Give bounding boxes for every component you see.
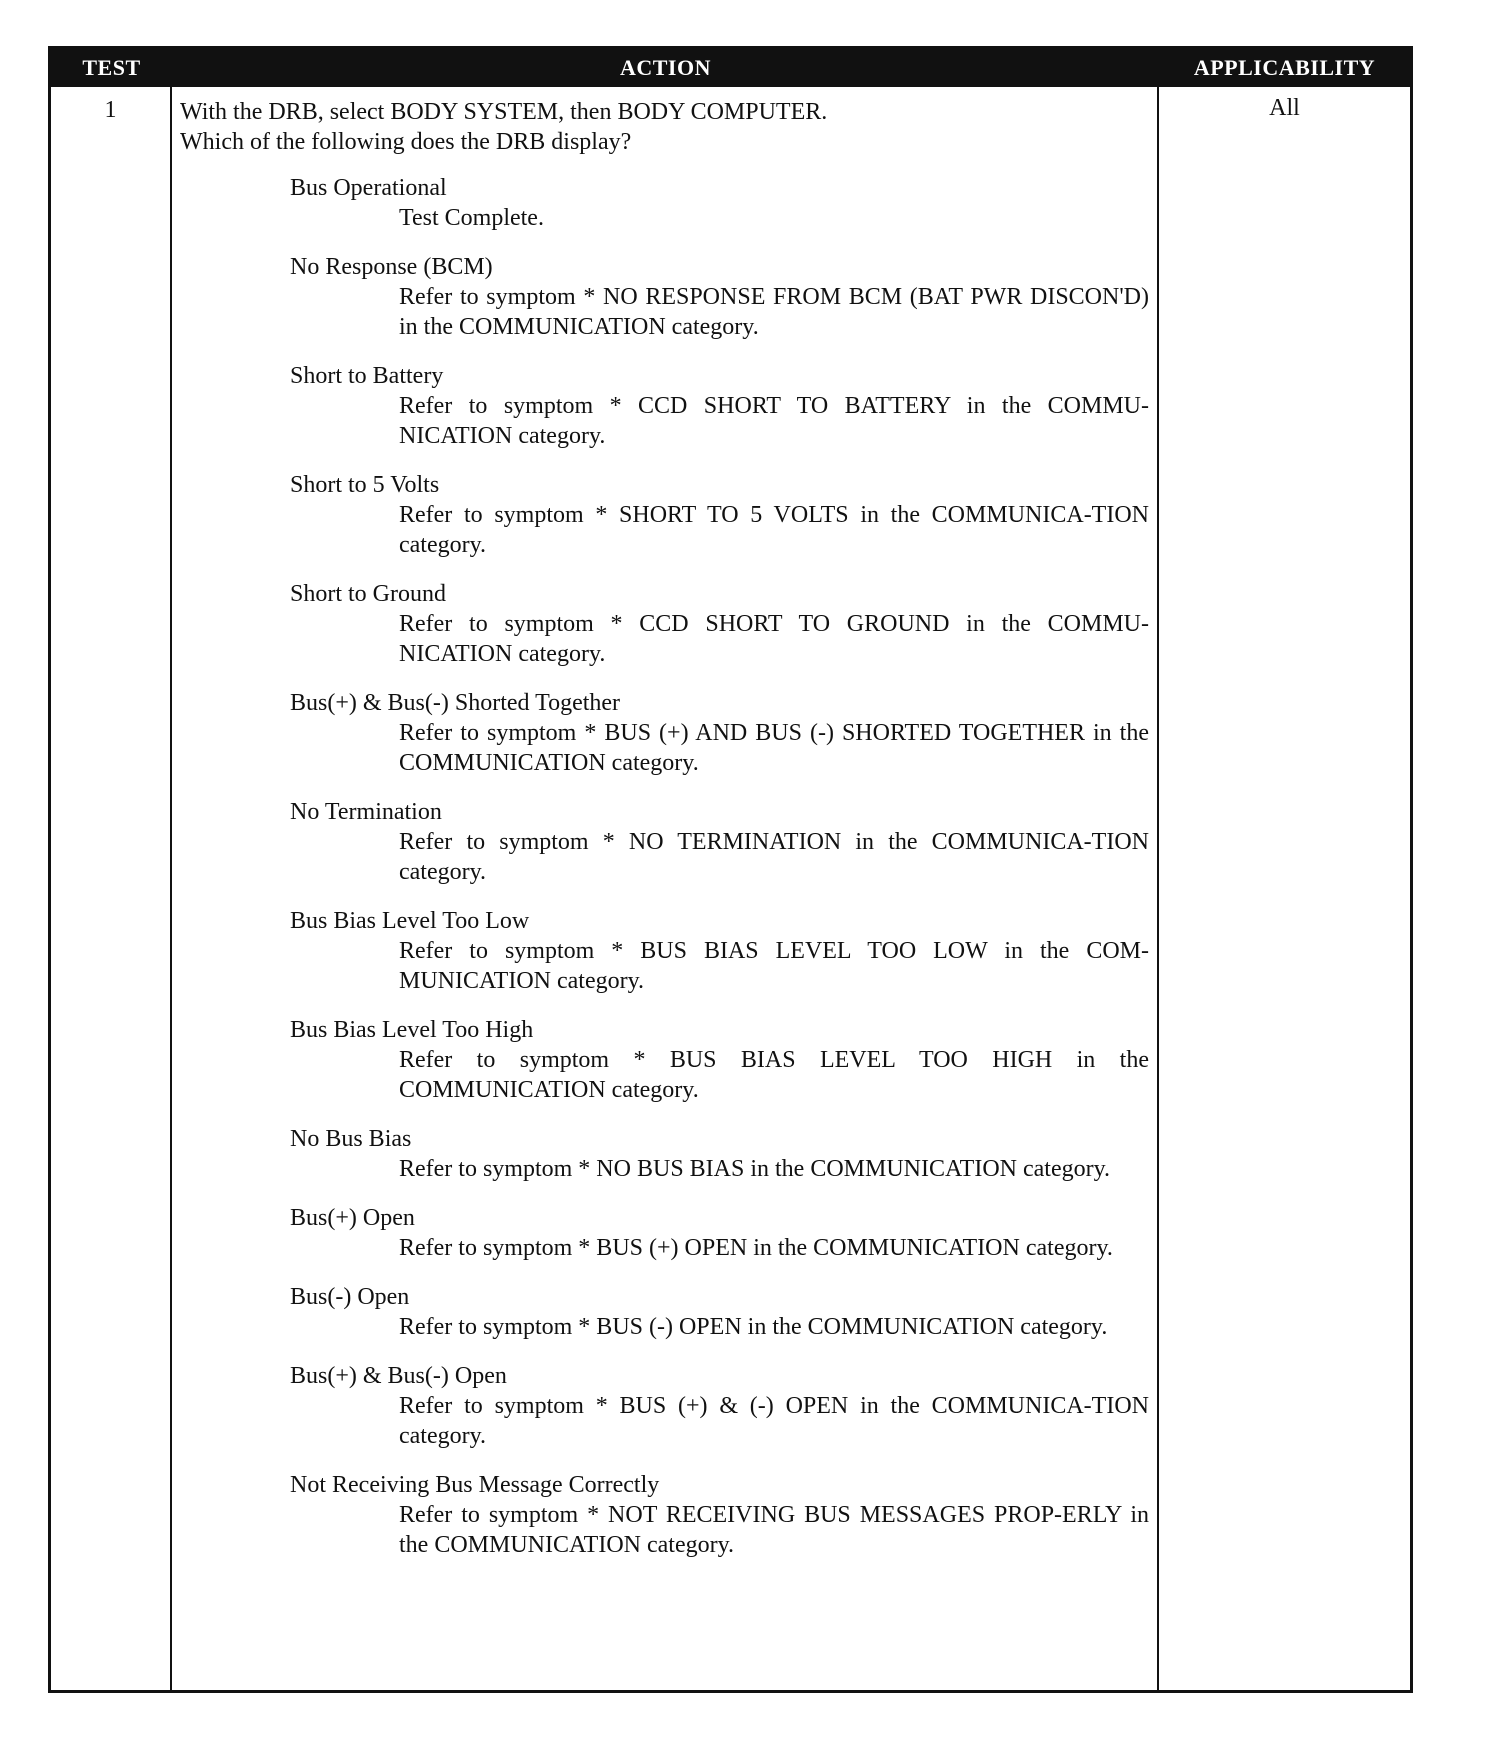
test-number: 1	[51, 87, 172, 1690]
list-item	[290, 906, 1149, 996]
option-label: Bus(+) & Bus(-) Open	[290, 1363, 507, 1389]
action-cell	[172, 87, 1159, 1690]
option-label: Short to Ground	[290, 581, 446, 607]
list-item	[290, 1470, 1149, 1560]
header-action: ACTION	[619, 55, 711, 80]
option-label: Bus(+) & Bus(-) Shorted Together	[290, 690, 621, 716]
option-result: Refer to symptom * NO BUS BIAS in the COMMUNICATION category.	[399, 1156, 1111, 1182]
option-label: Bus Bias Level Too High	[290, 1017, 534, 1043]
option-result: Refer to symptom * BUS (+) OPEN in the COMMUNICATION category.	[399, 1235, 1113, 1261]
option-result: Refer to symptom * BUS BIAS LEVEL TOO HIGH in the COMMUNICATION category.	[399, 1047, 1149, 1103]
option-result: Refer to symptom * SHORT TO 5 VOLTS in the COMMUNICA-TION category.	[399, 502, 1149, 558]
list-item	[290, 688, 1149, 778]
table-header-row	[51, 49, 1410, 87]
option-label: No Termination	[290, 799, 442, 825]
list-item	[290, 579, 1149, 669]
list-item	[290, 1124, 1149, 1184]
list-item	[290, 1282, 1149, 1342]
option-label: No Bus Bias	[290, 1126, 412, 1152]
intro-line-2: Which of the following does the DRB display?	[180, 129, 632, 155]
header-test: TEST	[82, 55, 141, 80]
option-label: Short to 5 Volts	[290, 472, 440, 498]
applicability-value: All	[1269, 95, 1300, 121]
option-label: Short to Battery	[290, 363, 444, 389]
option-result: Test Complete.	[399, 205, 544, 231]
option-label: Bus(+) Open	[290, 1205, 415, 1231]
option-result: Refer to symptom * BUS (-) OPEN in the COMMUNICATION category.	[399, 1314, 1108, 1340]
option-result: Refer to symptom * NOT RECEIVING BUS MESSAGES PROP-ERLY in the COMMUNICATION category.	[399, 1502, 1149, 1558]
option-result: Refer to symptom * BUS (+) AND BUS (-) SHORTED TOGETHER in the COMMUNICATION category.	[399, 720, 1149, 776]
list-item	[290, 470, 1149, 560]
option-label: Bus(-) Open	[290, 1284, 410, 1310]
list-item	[290, 173, 1149, 233]
list-item	[290, 252, 1149, 342]
options-list	[180, 173, 1149, 1560]
list-item	[290, 1203, 1149, 1263]
option-result: Refer to symptom * CCD SHORT TO GROUND in the COMMU-NICATION category.	[399, 611, 1149, 667]
action-intro	[180, 97, 1149, 157]
option-result: Refer to symptom * NO TERMINATION in the COMMUNICA-TION category.	[399, 829, 1149, 885]
list-item	[290, 361, 1149, 451]
list-item	[290, 797, 1149, 887]
option-label: Bus Bias Level Too Low	[290, 908, 530, 934]
option-result: Refer to symptom * BUS (+) & (-) OPEN in the COMMUNICA-TION category.	[399, 1393, 1149, 1449]
diagnostic-table	[48, 46, 1413, 1693]
option-label: No Response (BCM)	[290, 254, 493, 280]
option-result: Refer to symptom * CCD SHORT TO BATTERY in the COMMU-NICATION category.	[399, 393, 1149, 449]
option-result: Refer to symptom * NO RESPONSE FROM BCM (BAT PWR DISCON'D) in the COMMUNICATION category.	[399, 284, 1149, 340]
table-row	[51, 87, 1410, 1690]
option-label: Not Receiving Bus Message Correctly	[290, 1472, 660, 1498]
option-label: Bus Operational	[290, 175, 447, 201]
list-item	[290, 1361, 1149, 1451]
intro-line-1: With the DRB, select BODY SYSTEM, then BODY COMPUTER.	[180, 99, 828, 125]
header-applicability: APPLICABILITY	[1193, 55, 1376, 80]
list-item	[290, 1015, 1149, 1105]
option-result: Refer to symptom * BUS BIAS LEVEL TOO LOW in the COM-MUNICATION category.	[399, 938, 1149, 994]
